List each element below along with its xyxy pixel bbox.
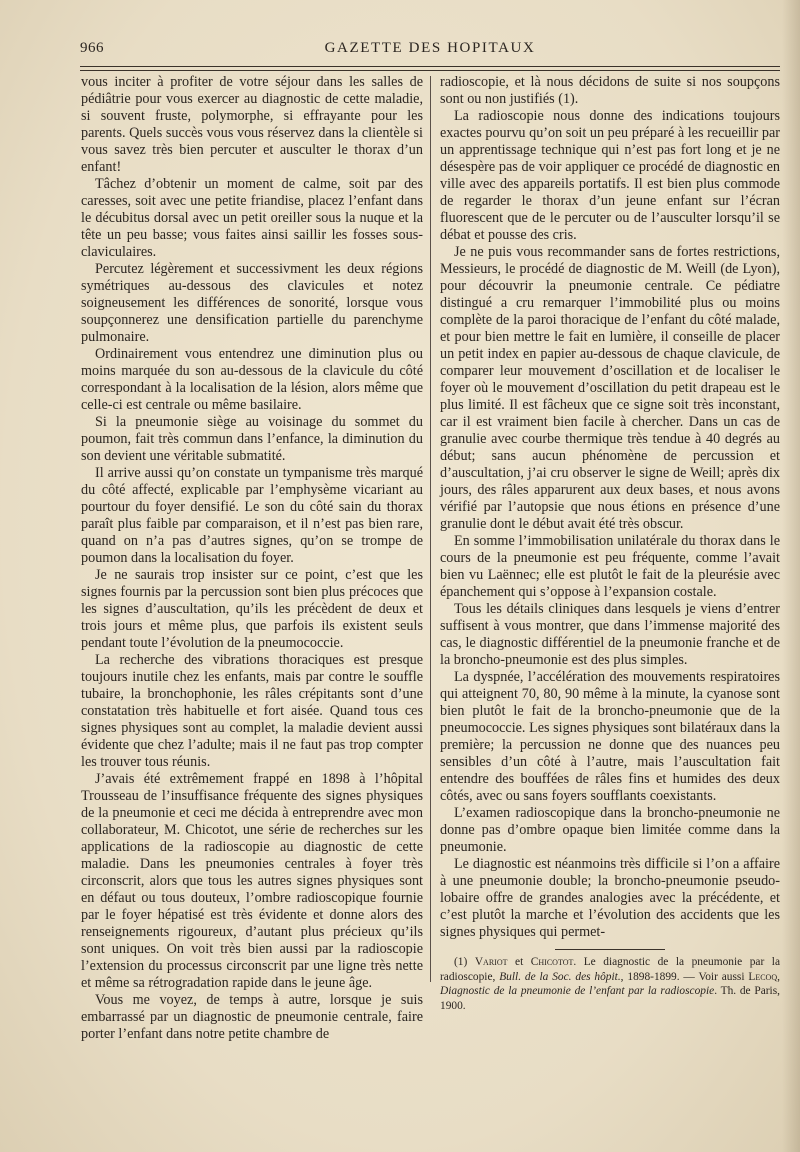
page-number: 966 [80, 40, 104, 56]
paragraph: vous inciter à profiter de votre séjour dans les salles de pédiâtrie pour vous exercer au diagnostic de cette maladie, si souvent fruste, polymorphe, si effrayante pour les parents. Quels succès vous vous réservez dans la clientèle si vous savez très bien percuter et ausculter le thorax d’un enfant! [81, 74, 423, 175]
page-header [80, 40, 780, 62]
paragraph: J’avais été extrêmement frappé en 1898 à l’hôpital Trousseau de l’insuffisance fréquente des signes physiques de la pneumonie et ceci me décida à entreprendre avec mon collaborateur, M. Chicotot, une série de recherches sur les applications de la radioscopie au diagnostic de cette maladie. Dans les pneumonies centrales à foyer très circonscrit, alors que tous les autres signes physiques sont en défaut ou tous douteux, l’ombre radioscopique fournie par le foyer hépatisé est très évidente et donne alors des renseignements rigoureux, d’autant plus précieux qu’ils sont uniques. On voit très bien aussi par la radioscopie l’extension du processus circonscrit par une ligne très nette et même sa rétrogradation rapide dans le jeune âge. [81, 771, 423, 991]
paragraph: Je ne saurais trop insister sur ce point, c’est que les signes fournis par la percussion sont bien plus précoces que les signes d’auscultation, qu’ils les précèdent de deux et trois jours et même plus, que parfois ils existent seuls pendant toute l’évolution de la pneumococcie. [81, 567, 423, 651]
paragraph: La recherche des vibrations thoraciques est presque toujours inutile chez les enfants, mais par contre le souffle tubaire, la bronchophonie, les râles crépitants sont d’une constatation très habituelle et fort aisée. Quand tous ces signes physiques sont au complet, la maladie devient aussi évidente que chez l’adulte; mais il ne faut pas trop compter les trouver tous réunis. [81, 652, 423, 770]
footnote: (1) Variot et Chicotot. Le diagnostic de la pneumonie par la radioscopie, Bull. de la Soc. des hôpit., 1898-1899. — Voir aussi Lecoq, Diagnostic de la pneumonie de l’enfant par la radioscopie. Th. de Paris, 1900. [440, 956, 781, 1012]
paragraph: Tâchez d’obtenir un moment de calme, soit par des caresses, soit avec une petite friandise, placez l’enfant dans le décubitus dorsal avec un petit oreiller sous la nuque et la tête un peu basse; vous faites ainsi saillir les fosses sous-claviculaires. [81, 176, 423, 260]
paragraph: La radioscopie nous donne des indications toujours exactes pourvu qu’on soit un peu préparé à les recueillir par un apprentissage technique qui n’est pas fort long et je ne désespère pas de voir appliquer ce procédé de diagnostic en ville avec des appareils portatifs. Il est bien plus commode de regarder le thorax d’un jeune enfant sur l’écran fluorescent que de le percuter ou de l’ausculter lorsqu’il se débat et pousse des cris. [440, 108, 780, 243]
running-title: GAZETTE DES HOPITAUX [324, 40, 536, 56]
column-divider [430, 76, 431, 982]
footnote-author: Chicotot [530, 956, 574, 968]
paragraph: L’examen radioscopique dans la broncho-pneumonie ne donne pas d’ombre opaque bien limitée comme dans la pneumonie. [440, 805, 780, 855]
paragraph: Percutez légèrement et successivment les deux régions symétriques au-dessous des clavicules et notez soigneusement les différences de sonorité, lorsque vous soupçonnerez une densification partielle du parenchyme pulmonaire. [81, 261, 423, 345]
paragraph: Ordinairement vous entendrez une diminution plus ou moins marquée du son au-dessous de la clavicule du côté correspondant à la localisation de la lésion, alors même que celle-ci est centrale ou même basilaire. [81, 346, 423, 413]
paragraph: Tous les détails cliniques dans lesquels je viens d’entrer suffisent à vous montrer, que dans l’immense majorité des cas, le diagnostic différentiel de la pneumonie franche et de la broncho-pneumonie est des plus simples. [440, 601, 780, 668]
right-column [440, 74, 780, 1013]
footnote-author: Lecoq [748, 970, 778, 983]
paragraph: Si la pneumonie siège au voisinage du sommet du poumon, fait très commun dans l’enfance, la diminution du son devient une véritable submatité. [81, 414, 423, 464]
footnote-author: Variot [474, 956, 508, 968]
header-rule-top [80, 66, 780, 67]
paragraph: Vous me voyez, de temps à autre, lorsque je suis embarrassé par un diagnostic de pneumonie centrale, faire porter l’enfant dans notre petite chambre de [81, 992, 423, 1042]
paragraph: radioscopie, et là nous décidons de suite si nos soupçons sont ou non justifiés (1). [440, 74, 780, 107]
paragraph: Le diagnostic est néanmoins très difficile si l’on a affaire à une pneumonie double; la broncho-pneumonie pseudo-lobaire offre de grandes analogies avec la précédente, et c’est plutôt la marche et l’évolution des accidents que les signes physiques qui permet- [440, 856, 780, 940]
right-column-body [440, 74, 780, 941]
footnote-rule [555, 949, 665, 950]
header-rule-bottom [80, 70, 780, 71]
footnote-journal: Bull. de la Soc. des hôpit. [499, 970, 621, 983]
paragraph: Je ne puis vous recommander sans de fortes restrictions, Messieurs, le procédé de diagnostic de M. Weill (de Lyon), pour découvrir la pneumonie centrale. Ce pédiatre distingué a cru remarquer l’immobilité plus ou moins complète de la paroi thoracique de l’enfant du côté malade, et pour bien mettre le fait en lumière, il conseille de placer un petit index en papier au-dessous de chaque clavicule, de comparer leur mouvement d’oscillation et de localiser le foyer où le mouvement d’oscillation du petit drapeau est le plus limité. Il est fâcheux que ce signe soit très inconstant, car il est vraiment bien facile à chercher. Dans un cas de granulie avec courbe thermique très tendue à 40 degrés au début; sans aucun phénomène de percussion et d’auscultation, j’ai cru observer le signe de Weill; après dix jours, des râles apparurent aux deux bases, et nous avons vérifié par l’autopsie que nous étions en présence d’une granulie dont le début avait été très obscur. [440, 244, 780, 532]
left-column [81, 74, 423, 1043]
footnote-thesis-title: Diagnostic de la pneumonie de l’enfant par la radioscopie [440, 985, 715, 998]
paragraph: Il arrive aussi qu’on constate un tympanisme très marqué du côté affecté, explicable par l’emphysème vicariant au pourtour du foyer densifié. Le son du côté sain du thorax paraît plus faible par comparaison, et il n’est pas bien rare, quand on n’a pas d’autres signes, qu’on se trompe de poumon dans la localisation du foyer. [81, 465, 423, 566]
paragraph: La dyspnée, l’accélération des mouvements respiratoires qui atteignent 70, 80, 90 même à la minute, la cyanose sont bien plutôt le fait de la broncho-pneumonie que de la pneumococcie. Les signes physiques sont bilatéraux dans la première; la percussion ne donne que des nuances peu sensibles d’un côté à l’autre, mais l’auscultation fait entendre des bouffées de râles fins et humides des deux côtés, avec ou sans foyers soufflants coexistants. [440, 669, 780, 804]
paragraph: En somme l’immobilisation unilatérale du thorax dans le cours de la pneumonie est peu fréquente, comme l’avait bien vu Laënnec; elle est plutôt le fait de la pleurésie avec épanchement qui s’oppose à l’expansion costale. [440, 533, 780, 600]
